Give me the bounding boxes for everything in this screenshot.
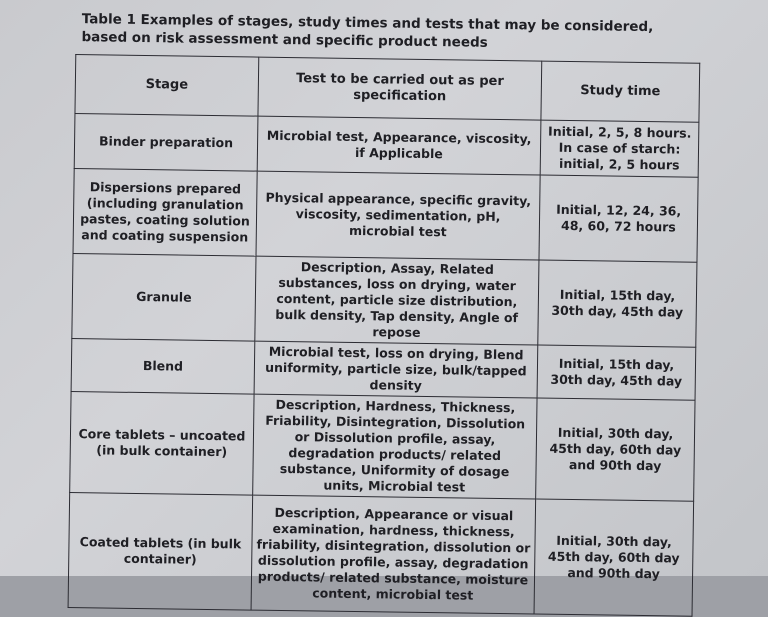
cell-stage: Core tablets – uncoated (in bulk container) bbox=[70, 392, 254, 496]
table-row bbox=[71, 339, 696, 401]
stability-table bbox=[68, 54, 701, 617]
table-row bbox=[74, 114, 699, 178]
header-test: Test to be carried out as per specification bbox=[258, 57, 542, 120]
cell-stage: Granule bbox=[72, 254, 256, 342]
cell-test: Physical appearance, specific gravity, viscosity, sedimentation, pH, microbial test bbox=[256, 171, 540, 260]
cell-study-time: Initial, 30th day, 45th day, 60th day and 90th day bbox=[536, 398, 695, 501]
cell-stage: Coated tablets (in bulk container) bbox=[68, 493, 253, 611]
cell-study-time: Initial, 15th day, 30th day, 45th day bbox=[538, 260, 697, 347]
header-stage: Stage bbox=[75, 55, 259, 117]
table-row bbox=[68, 493, 694, 617]
table-row bbox=[73, 169, 698, 263]
cell-stage: Binder preparation bbox=[74, 114, 258, 172]
cell-test: Description, Appearance or visual examination, hardness, thickness, friability, disintegration, dissolution or dissolution profile, assay, degradation products/ related substance, moisture content, microbial test bbox=[251, 495, 536, 614]
cell-test: Description, Assay, Related substances, loss on drying, water content, particle size distribution, bulk density, Tap density, Angle of repose bbox=[255, 256, 539, 345]
cell-study-time: Initial, 12, 24, 36, 48, 60, 72 hours bbox=[539, 175, 698, 262]
document-page bbox=[64, 4, 712, 617]
table-row bbox=[72, 254, 697, 348]
table-row bbox=[70, 392, 695, 502]
cell-stage: Dispersions prepared (including granulation pastes, coating solution and coating suspension bbox=[73, 169, 257, 257]
header-study-time: Study time bbox=[541, 61, 700, 122]
table-header-row bbox=[75, 55, 700, 123]
cell-test: Microbial test, loss on drying, Blend uniformity, particle size, bulk/tapped density bbox=[254, 341, 538, 398]
cell-stage: Blend bbox=[71, 339, 255, 395]
cell-study-time: Initial, 15th day, 30th day, 45th day bbox=[537, 345, 696, 400]
cell-test: Description, Hardness, Thickness, Friability, Disintegration, Dissolution or Dissolution profile, assay, degradation products/ related substance, Uniformity of dosage units, Microbial test bbox=[253, 394, 537, 499]
table-caption: Table 1 Examples of stages, study times and tests that may be considered, based on risk assessment and specific product needs bbox=[81, 11, 654, 51]
cell-test: Microbial test, Appearance, viscosity, if Applicable bbox=[257, 116, 541, 175]
cell-study-time: Initial, 30th day, 45th day, 60th day and 90th day bbox=[534, 499, 694, 616]
cell-study-time: Initial, 2, 5, 8 hours. In case of starch: initial, 2, 5 hours bbox=[540, 120, 699, 177]
